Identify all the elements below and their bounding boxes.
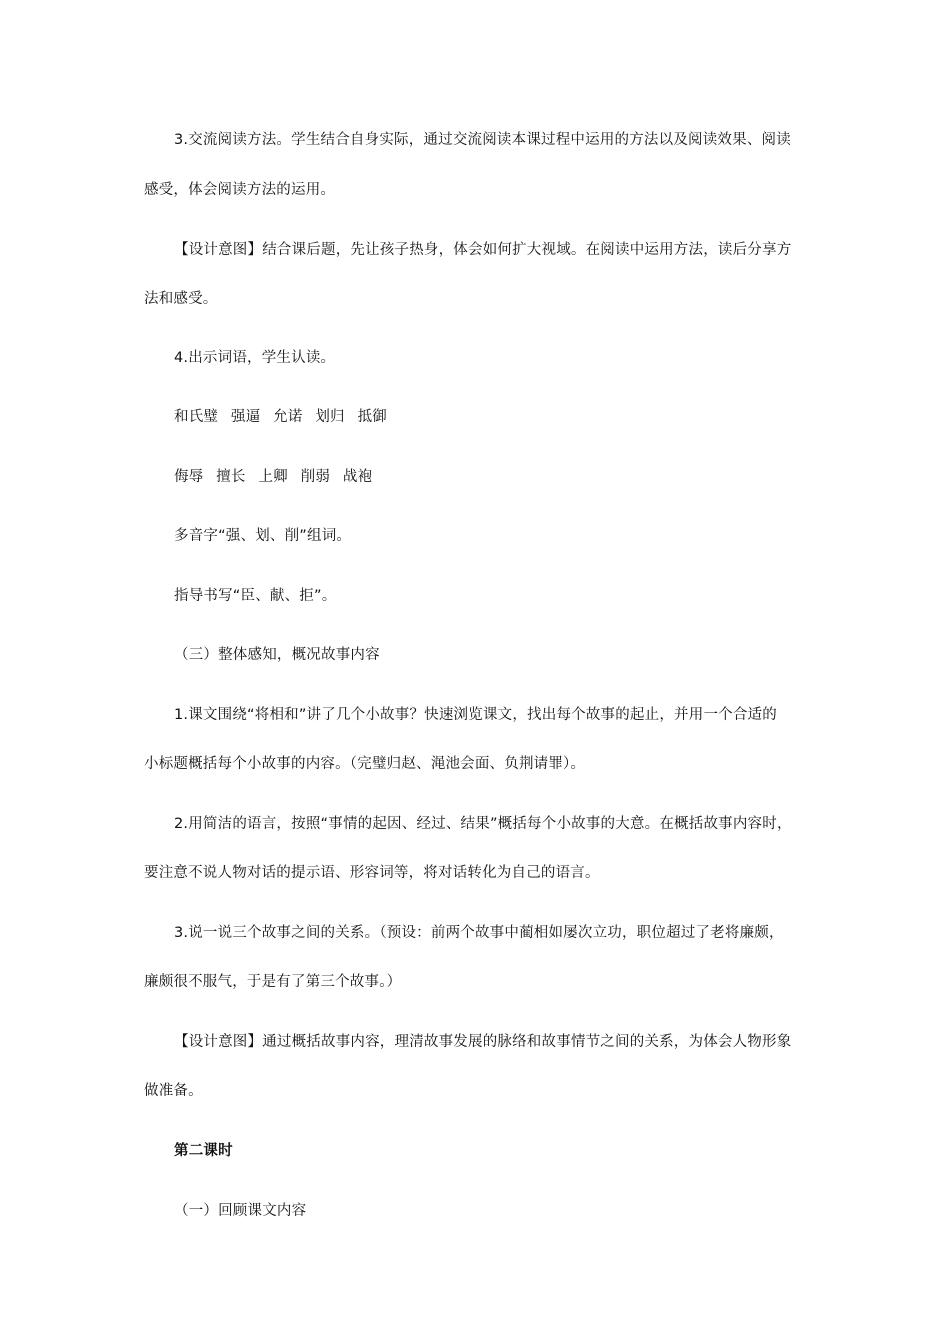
paragraph-relationship-line2: 廉颇很不服气，于是有了第三个故事。） bbox=[144, 974, 402, 990]
vocab-word: 上卿 bbox=[258, 469, 288, 485]
paragraph-summary-line2: 要注意不说人物对话的提示语、形容词等，将对话转化为自己的语言。 bbox=[144, 865, 600, 881]
vocab-word: 侮辱 bbox=[174, 469, 204, 485]
vocab-word: 擅长 bbox=[216, 469, 246, 485]
paragraph-stories-line1: 1.课文围绕“将相和”讲了几个小故事？快速浏览课文，找出每个故事的起止，并用一个合适的 bbox=[174, 707, 777, 723]
design-intent-1-line2: 法和感受。 bbox=[144, 291, 218, 307]
vocab-word: 削弱 bbox=[300, 469, 331, 485]
paragraph-relationship-line1: 3.说一说三个故事之间的关系。（预设：前两个故事中蔺相如屡次立功，职位超过了老将廉颇， bbox=[174, 925, 784, 941]
paragraph-stories-line2: 小标题概括每个小故事的内容。（完璧归赵、渑池会面、负荆请罪）。 bbox=[144, 756, 586, 772]
paragraph-reading-methods-line2: 感受，体会阅读方法的运用。 bbox=[144, 182, 336, 198]
section-1-heading: （一）回顾课文内容 bbox=[174, 1203, 307, 1219]
vocab-row-2 bbox=[174, 467, 844, 487]
vocab-word: 划归 bbox=[315, 409, 345, 425]
paragraph-polyphones: 多音字“强、划、削”组词。 bbox=[174, 528, 352, 544]
section-3-heading: （三）整体感知，概况故事内容 bbox=[174, 647, 380, 663]
vocab-word: 强逼 bbox=[230, 409, 261, 425]
design-intent-2-line2: 做准备。 bbox=[144, 1083, 203, 1099]
paragraph-writing-guide: 指导书写“臣、献、拒”。 bbox=[174, 588, 337, 604]
vocab-word: 战袍 bbox=[342, 469, 373, 485]
lesson-2-heading: 第二课时 bbox=[174, 1143, 233, 1159]
paragraph-reading-methods-line1: 3.交流阅读方法。学生结合自身实际，通过交流阅读本课过程中运用的方法以及阅读效果、阅读 bbox=[174, 132, 791, 148]
vocab-word: 允诺 bbox=[273, 409, 303, 425]
vocab-row-1 bbox=[174, 407, 844, 427]
paragraph-show-words: 4.出示词语，学生认读。 bbox=[174, 350, 336, 366]
vocab-word: 抵御 bbox=[357, 409, 387, 425]
vocab-word: 和氏璧 bbox=[174, 409, 219, 425]
design-intent-1-line1: 【设计意图】结合课后题，先让孩子热身，体会如何扩大视域。在阅读中运用方法，读后分享方 bbox=[174, 242, 792, 258]
design-intent-2-line1: 【设计意图】通过概括故事内容，理清故事发展的脉络和故事情节之间的关系，为体会人物形象 bbox=[174, 1034, 792, 1050]
paragraph-summary-line1: 2.用简洁的语言，按照“事情的起因、经过、结果”概括每个小故事的大意。在概括故事内容时， bbox=[174, 816, 792, 832]
